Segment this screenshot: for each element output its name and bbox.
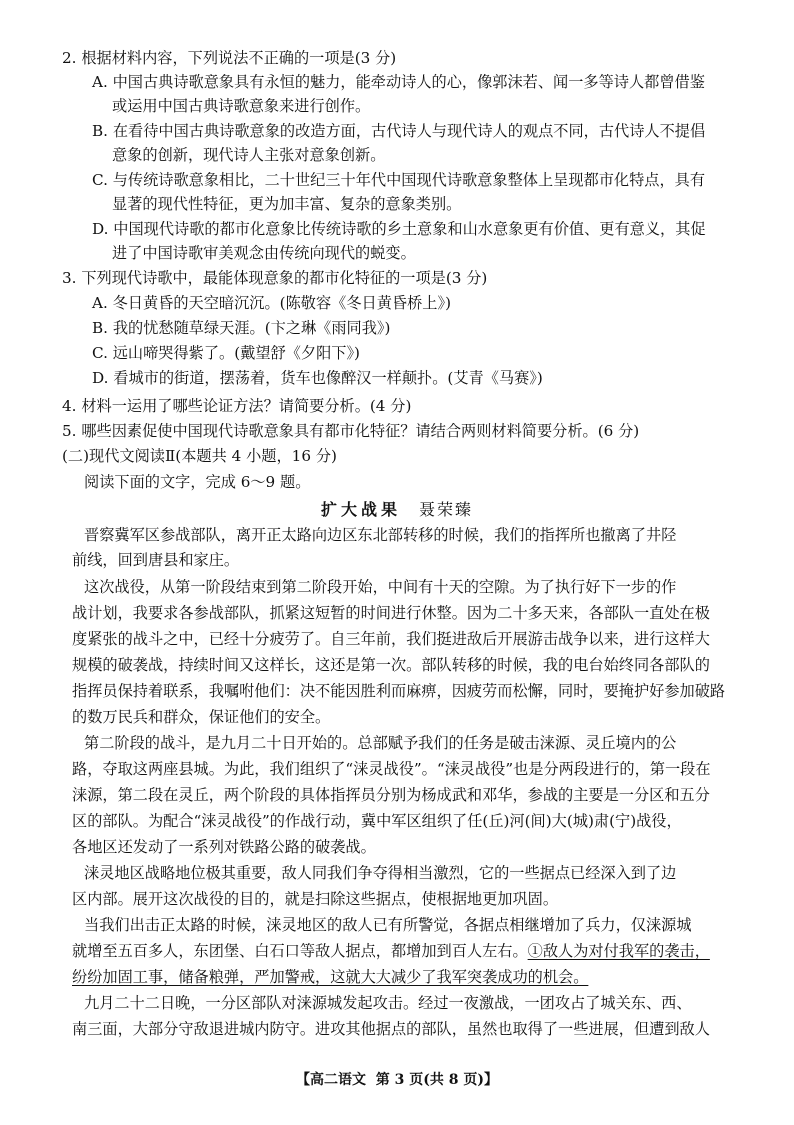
- q5-stem: 5. 哪些因素促使中国现代诗歌意象具有都市化特征？请结合两则材料简要分析。(6 分): [62, 422, 640, 440]
- section-instruction: 阅读下面的文字，完成 6～9 题。: [84, 473, 311, 491]
- q3-option-c: C. 远山啼哭得紫了。(戴望舒《夕阳下》): [92, 344, 360, 362]
- q3-option-b: B. 我的忧愁随草绿天涯。(卞之琳《雨同我》): [92, 319, 391, 337]
- q3-stem: 3. 下列现代诗歌中，最能体现意象的都市化特征的一项是(3 分): [62, 269, 488, 287]
- p3-line3: 涞源，第二段在灵丘，两个阶段的具体指挥员分别为杨成武和邓华，参战的主要是一分区和五分: [72, 786, 710, 804]
- section-heading: (二)现代文阅读Ⅱ(本题共 4 小题，16 分): [62, 447, 337, 465]
- p4-line2: 区内部。展开这次战役的目的，就是扫除这些据点，使根据地更加巩固。: [72, 890, 558, 908]
- q3-option-d: D. 看城市的街道，摆荡着，货车也像醉汉一样颠扑。(艾青《马赛》): [92, 369, 543, 387]
- p6-line1: 九月二十二日晚，一分区部队对涞源城发起攻击。经过一夜激战，一团攻占了城关东、西、: [84, 994, 692, 1012]
- p3-line2: 路，夺取这两座县城。为此，我们组织了“涞灵战役”。“涞灵战役”也是分两段进行的，第一段在: [72, 760, 711, 778]
- p2-line3: 度紧张的战斗之中，已经十分疲劳了。自三年前，我们挺进敌后开展游击战争以来，进行这样大: [72, 630, 710, 648]
- p2-line2: 战计划，我要求各参战部队，抓紧这短暂的时间进行休整。因为二十多天来，各部队一直处在极: [72, 604, 710, 622]
- p1-line1: 晋察冀军区参战部队，离开正太路向边区东北部转移的时候，我们的指挥所也撤离了井陉: [84, 526, 677, 544]
- q2-option-d-line1: D. 中国现代诗歌的都市化意象比传统诗歌的乡土意象和山水意象更有价值、更有意义，其促: [92, 220, 706, 238]
- q2-option-b-line1: B. 在看待中国古典诗歌意象的改造方面，古代诗人与现代诗人的观点不同，古代诗人不提倡: [92, 122, 706, 140]
- p6-line2: 南三面，大部分守敌退进城内防守。进攻其他据点的部队，虽然也取得了一些进展，但遭到敌人: [72, 1020, 710, 1038]
- p5-line1: 当我们出击正太路的时候，涞灵地区的敌人已有所警觉，各据点相继增加了兵力，仅涞源城: [84, 916, 692, 934]
- article-author: 聂荣臻: [419, 500, 474, 519]
- p1-line2: 前线，回到唐县和家庄。: [72, 551, 240, 569]
- p2-line6: 的数万民兵和群众，保证他们的安全。: [72, 708, 331, 726]
- p2-line1: 这次战役，从第一阶段结束到第二阶段开始，中间有十天的空隙。为了执行好下一步的作: [84, 578, 677, 596]
- q2-option-b-line2: 意象的创新，现代诗人主张对意象创新。: [112, 146, 386, 164]
- p2-line5: 指挥员保持着联系，我嘱咐他们：决不能因胜利而麻痹，因疲劳而松懈，同时，要掩护好参加破路: [72, 682, 726, 700]
- p3-line4: 区的部队。为配合“涞灵战役”的作战行动，冀中军区组织了任(丘)河(间)大(城)肃(宁)战役，: [72, 812, 682, 830]
- article-title: [0, 500, 794, 520]
- page-footer: [0, 1069, 794, 1089]
- q2-option-d-line2: 进了中国诗歌审美观念由传统向现代的蜕变。: [112, 244, 416, 262]
- q2-option-c-line2: 显著的现代性特征，更为加丰富、复杂的意象类别。: [112, 195, 462, 213]
- footer-subject: 【高二语文: [296, 1072, 366, 1088]
- q2-stem: 2. 根据材料内容，下列说法不正确的一项是(3 分): [62, 49, 397, 67]
- q3-option-a: A. 冬日黄昏的天空暗沉沉。(陈敬容《冬日黄昏桥上》): [92, 294, 451, 312]
- q2-option-a-line2: 或运用中国古典诗歌意象来进行创作。: [112, 97, 371, 115]
- p3-line1: 第二阶段的战斗，是九月二十日开始的。总部赋予我们的任务是破击涞源、灵丘境内的公: [84, 734, 677, 752]
- p3-line5: 各地区还发动了一系列对铁路公路的破袭战。: [72, 838, 376, 856]
- q2-option-a-line1: A. 中国古典诗歌意象具有永恒的魅力，能牵动诗人的心，像郭沫若、闻一多等诗人都曾借鉴: [92, 73, 705, 91]
- underlined-sentence-2: 纷纷加固工事，储备粮弹，严加警戒，这就大大减少了我军突袭成功的机会。: [72, 968, 589, 986]
- footer-page: 第 3 页(共 8 页)】: [375, 1072, 498, 1088]
- underlined-sentence-1: ①敌人为对付我军的袭击，: [527, 942, 710, 960]
- p2-line4: 规模的破袭战，持续时间又这样长，这还是第一次。部队转移的时候，我的电台始终同各部队的: [72, 656, 710, 674]
- q2-option-c-line1: C. 与传统诗歌意象相比，二十世纪三十年代中国现代诗歌意象整体上呈现都市化特点，具有: [92, 171, 706, 189]
- p5-line2-text: 就增至五百多人，东团堡、白石口等敌人据点，都增加到百人左右。: [72, 942, 528, 960]
- p5-line2: [72, 941, 710, 961]
- article-title-text: 扩大战果: [320, 500, 401, 519]
- p4-line1: 涞灵地区战略地位极其重要，敌人同我们争夺得相当激烈，它的一些据点已经深入到了边: [84, 864, 677, 882]
- q4-stem: 4. 材料一运用了哪些论证方法？请简要分析。(4 分): [62, 397, 412, 415]
